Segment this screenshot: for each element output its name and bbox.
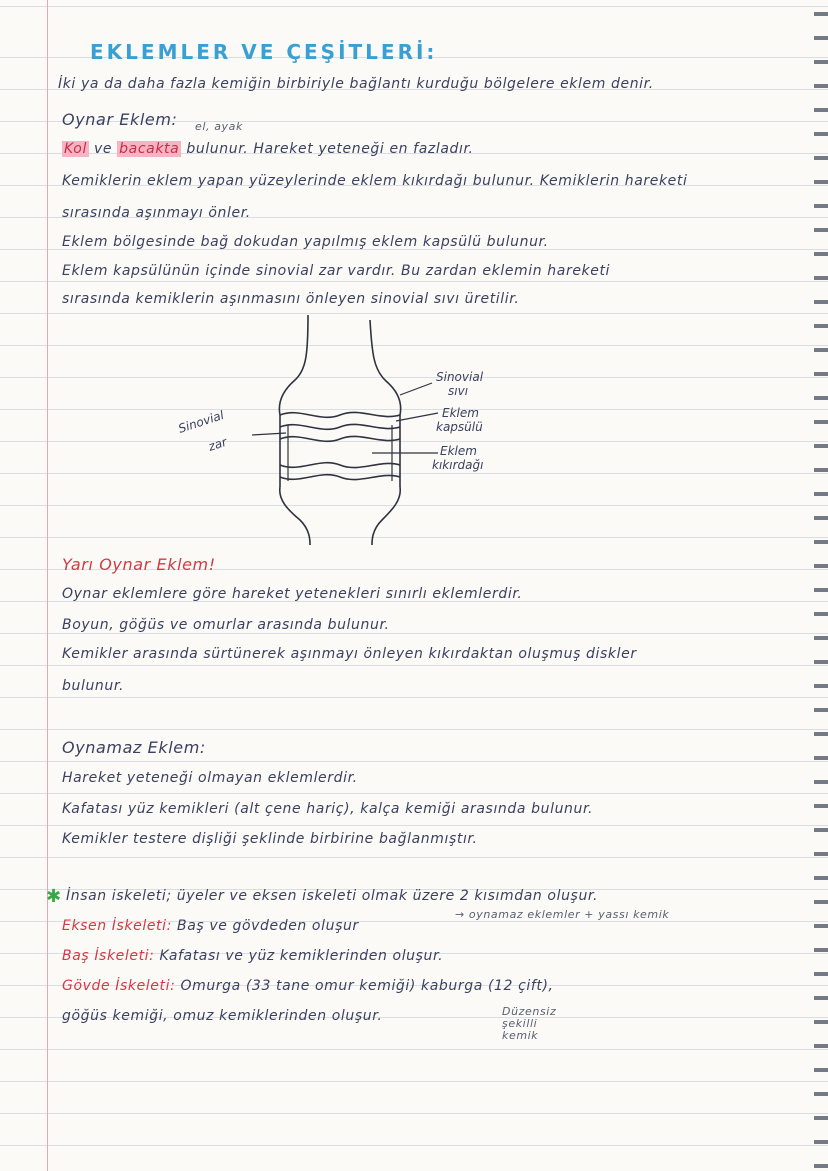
eksen-label: Eksen İskeleti:	[62, 918, 172, 934]
eksen-line	[62, 918, 359, 934]
joint-diagram	[176, 315, 560, 545]
govde-note-1: Düzensiz	[502, 1005, 557, 1018]
yari-oynar-line4: bulunur.	[62, 678, 124, 694]
oynar-heading: Oynar Eklem:	[62, 110, 178, 129]
label-sinovial-zar-2: zar	[206, 434, 229, 454]
intro-text: İki ya da daha fazla kemiğin birbiriyle bağlantı kurduğu bölgelere eklem denir.	[58, 76, 654, 92]
govde-note	[502, 1006, 556, 1042]
oynar-line6: sırasında kemiklerin aşınmasını önleyen sinovial sıvı üretilir.	[62, 291, 520, 307]
oynar-line2: Kemiklerin eklem yapan yüzeylerinde eklem kıkırdağı bulunur. Kemiklerin hareketi	[62, 173, 688, 189]
govde-line2: göğüs kemiği, omuz kemiklerinden oluşur.	[62, 1008, 383, 1024]
yari-oynar-line3: Kemikler arasında sürtünerek aşınmayı önleyen kıkırdaktan oluşmuş diskler	[62, 646, 637, 662]
oynar-annotation: el, ayak	[195, 120, 243, 133]
govde-label: Gövde İskeleti:	[62, 978, 176, 994]
label-sinovial-sivi-2: sıvı	[448, 384, 469, 398]
oynar-line1	[62, 141, 474, 157]
label-eklem-kapsulu-2: kapsülü	[436, 420, 483, 434]
label-eklem-kikirdagi-2: kıkırdağı	[432, 458, 484, 472]
word-ve: ve	[94, 141, 113, 157]
eksen-note: → oynamaz eklemler + yassı kemik	[455, 908, 670, 921]
govde-note-3: kemik	[502, 1029, 539, 1042]
oynamaz-line3: Kemikler testere dişliği şeklinde birbirine bağlanmıştır.	[62, 831, 478, 847]
label-sinovial-zar-1: Sinovial	[176, 408, 226, 436]
oynar-line1-rest: bulunur. Hareket yeteneği en fazladır.	[186, 141, 474, 157]
bas-label: Baş İskeleti:	[62, 948, 155, 964]
label-eklem-kikirdagi-1: Eklem	[440, 444, 477, 458]
govde-line	[62, 978, 554, 994]
iskelet-line1: İnsan iskeleti; üyeler ve eksen iskeleti olmak üzere 2 kısımdan oluşur.	[66, 888, 599, 904]
oynamaz-line2: Kafatası yüz kemikleri (alt çene hariç), kalça kemiği arasında bulunur.	[62, 801, 594, 817]
govde-note-2: şekilli	[502, 1017, 538, 1030]
yari-oynar-heading: Yarı Oynar Eklem!	[62, 555, 216, 574]
spiral-binding	[814, 0, 828, 1171]
oynar-line3: sırasında aşınmayı önler.	[62, 205, 251, 221]
bas-text: Kafatası ve yüz kemiklerinden oluşur.	[159, 948, 444, 964]
star-icon: ✱	[46, 886, 62, 907]
label-sinovial-sivi-1: Sinovial	[436, 370, 484, 384]
bas-line	[62, 948, 443, 964]
oynamaz-line1: Hareket yeteneği olmayan eklemlerdir.	[62, 770, 358, 786]
oynar-line4: Eklem bölgesinde bağ dokudan yapılmış eklem kapsülü bulunur.	[62, 234, 549, 250]
yari-oynar-line1: Oynar eklemlere göre hareket yetenekleri sınırlı eklemlerdir.	[62, 586, 523, 602]
highlight-kol: Kol	[64, 141, 87, 157]
oynamaz-heading: Oynamaz Eklem:	[62, 738, 206, 757]
oynar-line5: Eklem kapsülünün içinde sinovial zar vardır. Bu zardan eklemin hareketi	[62, 263, 611, 279]
highlight-bacakta: bacakta	[119, 141, 180, 157]
eksen-text: Baş ve gövdeden oluşur	[177, 918, 359, 934]
label-eklem-kapsulu-1: Eklem	[442, 406, 479, 420]
page-title: EKLEMLER VE ÇEŞİTLERİ:	[90, 40, 438, 64]
govde-text: Omurga (33 tane omur kemiği) kaburga (12 çift),	[180, 978, 554, 994]
margin-line	[47, 0, 48, 1171]
yari-oynar-line2: Boyun, göğüs ve omurlar arasında bulunur.	[62, 617, 390, 633]
